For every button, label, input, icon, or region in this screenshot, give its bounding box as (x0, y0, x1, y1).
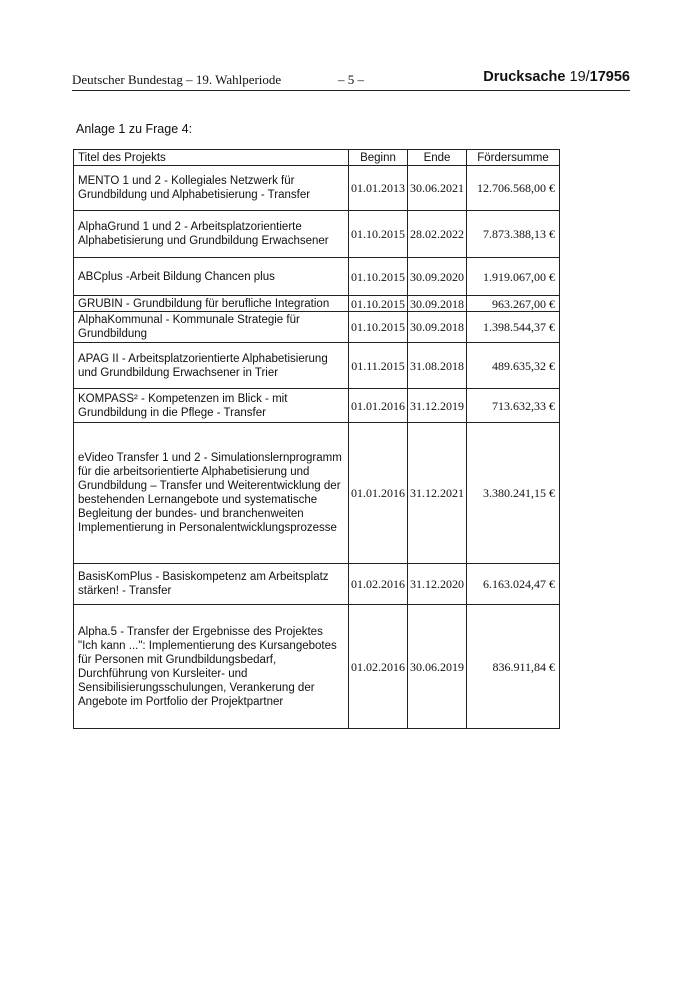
project-begin: 01.01.2016 (349, 423, 408, 564)
project-title: Alpha.5 - Transfer der Ergebnisse des Projektes "Ich kann ...": Implementierung des Kursangebotes für Personen mit Grundbildungsbedarf, Durchführung von Kursleiter- und Sensibilisierungsschulungen, Verankerung der Angebote im Portfolio der Projektpartner (74, 605, 349, 729)
project-begin: 01.10.2015 (349, 258, 408, 296)
project-funding: 3.380.241,15 € (467, 423, 560, 564)
project-funding: 12.706.568,00 € (467, 166, 560, 211)
table-row (74, 605, 560, 729)
project-end: 31.12.2019 (408, 389, 467, 423)
project-end: 28.02.2022 (408, 211, 467, 258)
project-begin: 01.01.2013 (349, 166, 408, 211)
table-row (74, 296, 560, 312)
project-begin: 01.11.2015 (349, 343, 408, 389)
project-end: 31.08.2018 (408, 343, 467, 389)
header-document-number (483, 69, 630, 85)
table-row (74, 343, 560, 389)
project-begin: 01.10.2015 (349, 296, 408, 312)
projects-table (73, 149, 560, 729)
project-title: ABCplus -Arbeit Bildung Chancen plus (74, 258, 349, 296)
project-end: 30.09.2020 (408, 258, 467, 296)
project-end: 30.06.2021 (408, 166, 467, 211)
project-end: 30.09.2018 (408, 312, 467, 343)
project-funding: 6.163.024,47 € (467, 564, 560, 605)
table-row (74, 166, 560, 211)
project-title: APAG II - Arbeitsplatzorientierte Alphabetisierung und Grundbildung Erwachsener in Trier (74, 343, 349, 389)
header-parliament-term: Deutscher Bundestag – 19. Wahlperiode (72, 72, 282, 87)
project-title: KOMPASS² - Kompetenzen im Blick - mit Grundbildung in die Pflege - Transfer (74, 389, 349, 423)
table-row (74, 211, 560, 258)
project-title: BasisKomPlus - Basiskompetenz am Arbeitsplatz stärken! - Transfer (74, 564, 349, 605)
header-drucksache-label: Drucksache (483, 69, 566, 85)
header-funding: Fördersumme (467, 150, 560, 166)
project-end: 31.12.2020 (408, 564, 467, 605)
project-title: MENTO 1 und 2 - Kollegiales Netzwerk für Grundbildung und Alphabetisierung - Transfer (74, 166, 349, 211)
annex-title: Anlage 1 zu Frage 4: (76, 122, 193, 136)
project-begin: 01.02.2016 (349, 605, 408, 729)
project-begin: 01.10.2015 (349, 211, 408, 258)
project-funding: 1.398.544,37 € (467, 312, 560, 343)
table-row (74, 564, 560, 605)
table-row (74, 423, 560, 564)
project-end: 30.06.2019 (408, 605, 467, 729)
header-end: Ende (408, 150, 467, 166)
project-title: AlphaKommunal - Kommunale Strategie für Grundbildung (74, 312, 349, 343)
project-end: 31.12.2021 (408, 423, 467, 564)
project-begin: 01.01.2016 (349, 389, 408, 423)
project-title: GRUBIN - Grundbildung für berufliche Integration (74, 296, 349, 312)
page-header (72, 70, 630, 91)
project-funding: 1.919.067,00 € (467, 258, 560, 296)
header-page-number: – 5 – (338, 72, 364, 87)
header-number-prefix: 19/ (569, 69, 590, 85)
project-title: AlphaGrund 1 und 2 - Arbeitsplatzorientierte Alphabetisierung und Grundbildung Erwachsener (74, 211, 349, 258)
project-funding: 963.267,00 € (467, 296, 560, 312)
project-end: 30.09.2018 (408, 296, 467, 312)
project-funding: 489.635,32 € (467, 343, 560, 389)
table-row (74, 389, 560, 423)
table-row (74, 258, 560, 296)
header-title: Titel des Projekts (74, 150, 349, 166)
header-begin: Beginn (349, 150, 408, 166)
project-begin: 01.02.2016 (349, 564, 408, 605)
project-funding: 7.873.388,13 € (467, 211, 560, 258)
project-funding: 836.911,84 € (467, 605, 560, 729)
table-header-row (74, 150, 560, 166)
project-begin: 01.10.2015 (349, 312, 408, 343)
header-number-suffix: 17956 (589, 69, 630, 85)
project-funding: 713.632,33 € (467, 389, 560, 423)
project-title: eVideo Transfer 1 und 2 - Simulationslernprogramm für die arbeitsorientierte Alphabetisierung und Grundbildung – Transfer und Weiterentwicklung der bestehenden Lernangebote und systematische Begleitung der bundes- und branchenweiten Implementierung in Personalentwicklungsprozesse (74, 423, 349, 564)
table-row (74, 312, 560, 343)
